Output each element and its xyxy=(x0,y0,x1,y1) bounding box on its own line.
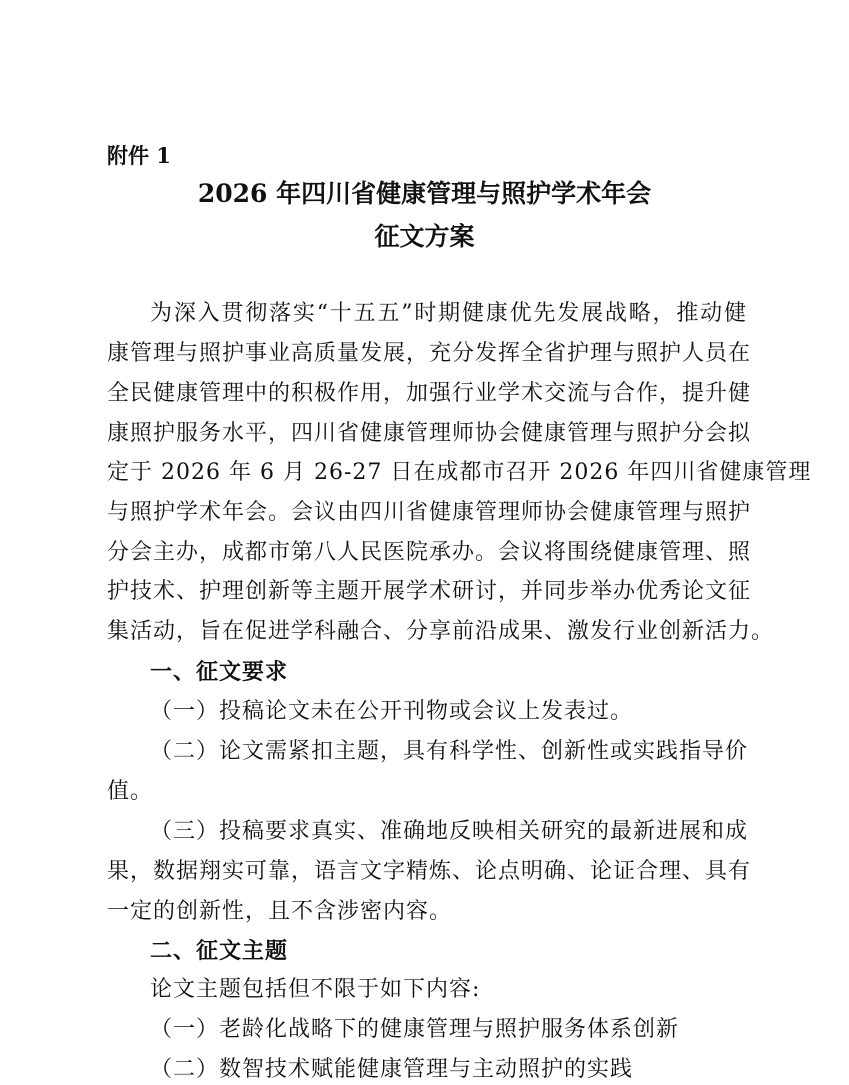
text-line: 论文主题包括但不限于如下内容: xyxy=(150,977,481,1002)
text-line: 护技术、护理创新等主题开展学术研讨，并同步举办优秀论文征 xyxy=(107,579,752,604)
text-line: （二）论文需紧扣主题，具有科学性、创新性或实践指导价 xyxy=(150,739,749,764)
document-title: 2026 年四川省健康管理与照护学术年会 xyxy=(197,179,652,208)
text-line: 集活动，旨在促进学科融合、分享前沿成果、激发行业创新活力。 xyxy=(107,619,775,644)
text-line: 分会主办，成都市第八人民医院承办。会议将围绕健康管理、照 xyxy=(107,540,752,565)
text-line: 全民健康管理中的积极作用，加强行业学术交流与合作，提升健 xyxy=(107,381,752,406)
text-line: （三）投稿要求真实、准确地反映相关研究的最新进展和成 xyxy=(150,819,749,844)
text-line: 康管理与照护事业高质量发展，充分发挥全省护理与照护人员在 xyxy=(107,341,752,366)
text-line: 果，数据翔实可靠，语言文字精炼、论点明确、论证合理、具有 xyxy=(107,859,752,884)
attachment-label: 附件 1 xyxy=(107,143,171,168)
text-line: 为深入贯彻落实“十五五”时期健康优先发展战略，推动健 xyxy=(150,301,747,326)
text-line: 定于 2026 年 6 月 26-27 日在成都市召开 2026 年四川省健康管理 xyxy=(107,460,812,485)
text-line: 一定的创新性，且不含涉密内容。 xyxy=(107,899,453,924)
text-line: 康照护服务水平，四川省健康管理师协会健康管理与照护分会拟 xyxy=(107,421,752,446)
section-heading: 二、征文主题 xyxy=(150,938,289,964)
document-subtitle: 征文方案 xyxy=(374,222,475,251)
text-line: （一）老龄化战略下的健康管理与照护服务体系创新 xyxy=(150,1017,680,1042)
section-heading: 一、征文要求 xyxy=(150,659,289,685)
text-line: 与照护学术年会。会议由四川省健康管理师协会健康管理与照护 xyxy=(107,500,752,525)
text-line: （二）数智技术赋能健康管理与主动照护的实践 xyxy=(150,1057,634,1082)
text-line: 值。 xyxy=(107,779,154,804)
text-line: （一）投稿论文未在公开刊物或会议上发表过。 xyxy=(150,699,634,724)
